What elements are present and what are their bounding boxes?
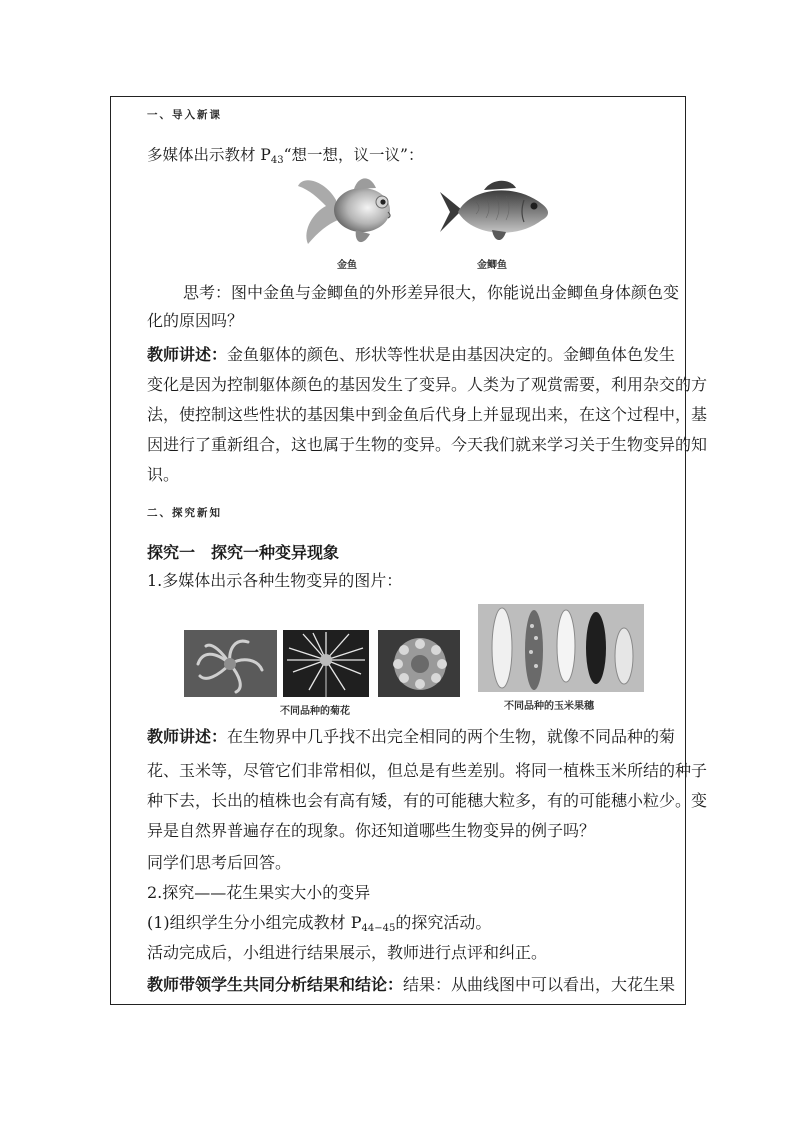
- step-1: [147, 912, 491, 940]
- chrysanthemum-image-1: [184, 630, 277, 697]
- crucian-carp-image: [436, 178, 554, 248]
- teacher2-line-3: 种下去，长出的植株也会有高有矮，有的可能穗大粒多，有的可能穗小粒少。变: [147, 791, 708, 810]
- teacher2-line-4: 异是自然界普遍存在的现象。你还知道哪些生物变异的例子吗？: [147, 821, 596, 840]
- intro-suffix: “想一想，议一议”：: [283, 146, 424, 164]
- teacher2-label: 教师讲述：: [147, 727, 228, 746]
- teacher-line-4: 因进行了重新组合，这也属于生物的变异。今天我们就来学习关于生物变异的知: [147, 435, 708, 454]
- think-line-1: 思考：图中金鱼与金鲫鱼的外形差异很大，你能说出金鲫鱼身体颜色变: [183, 283, 680, 302]
- teacher2-line-1: [147, 726, 675, 748]
- crucian-carp-caption: 金鲫鱼: [477, 260, 507, 271]
- step-1-suffix: 的探究活动。: [395, 913, 492, 932]
- teacher2-line-2: 花、玉米等，尽管它们非常相似，但总是有些差别。将同一植株玉米所结的种子: [147, 761, 708, 780]
- chrysanthemum-caption: 不同品种的菊花: [280, 706, 350, 717]
- corn-caption: 不同品种的玉米果穗: [504, 701, 594, 712]
- analysis-line: [147, 974, 675, 996]
- teacher-text-1: 金鱼躯体的颜色、形状等性状是由基因决定的。金鲫鱼体色发生: [227, 345, 676, 364]
- section-heading-intro: 一、导入新课: [147, 109, 222, 121]
- goldfish-image: [296, 172, 406, 252]
- analysis-label: 教师带领学生共同分析结果和结论：: [147, 975, 404, 994]
- students-line: 同学们思考后回答。: [147, 853, 292, 872]
- intro-line: [147, 144, 423, 172]
- teacher-label: 教师讲述：: [147, 345, 228, 364]
- analysis-text: 结果：从曲线图中可以看出，大花生果: [403, 975, 676, 994]
- chrysanthemum-image-3: [378, 630, 460, 697]
- corn-image: [478, 604, 644, 692]
- goldfish-caption: 金鱼: [337, 260, 357, 271]
- think-line-2: 化的原因吗？: [147, 311, 244, 330]
- step-1-prefix: (1)组织学生分小组完成教材 P: [147, 913, 362, 932]
- item-1: 1.多媒体出示各种生物变异的图片：: [147, 571, 403, 590]
- section-heading-explore: 二、探究新知: [147, 507, 222, 519]
- chrysanthemum-image-2: [283, 630, 369, 697]
- teacher-line-3: 法，使控制这些性状的基因集中到金鱼后代身上并显现出来，在这个过程中，基: [147, 405, 708, 424]
- item-2: 2.探究——花生果实大小的变异: [147, 883, 371, 902]
- teacher2-text-1: 在生物界中几乎找不出完全相同的两个生物，就像不同品种的菊: [227, 727, 676, 746]
- teacher-line-2: 变化是因为控制躯体颜色的基因发生了变异。人类为了观赏需要，利用杂交的方: [147, 375, 708, 394]
- teacher-line-5: 识。: [147, 465, 180, 484]
- intro-page: 43: [270, 155, 284, 166]
- teacher-line-1: [147, 344, 675, 366]
- after-activity: 活动完成后，小组进行结果展示，教师进行点评和纠正。: [147, 943, 548, 962]
- explore-title: [147, 542, 339, 564]
- step-1-page: 44−45: [361, 923, 396, 934]
- intro-prefix: 多媒体出示教材 P: [147, 146, 271, 164]
- explore-title-text: 探究一 探究一种变异现象: [147, 543, 340, 562]
